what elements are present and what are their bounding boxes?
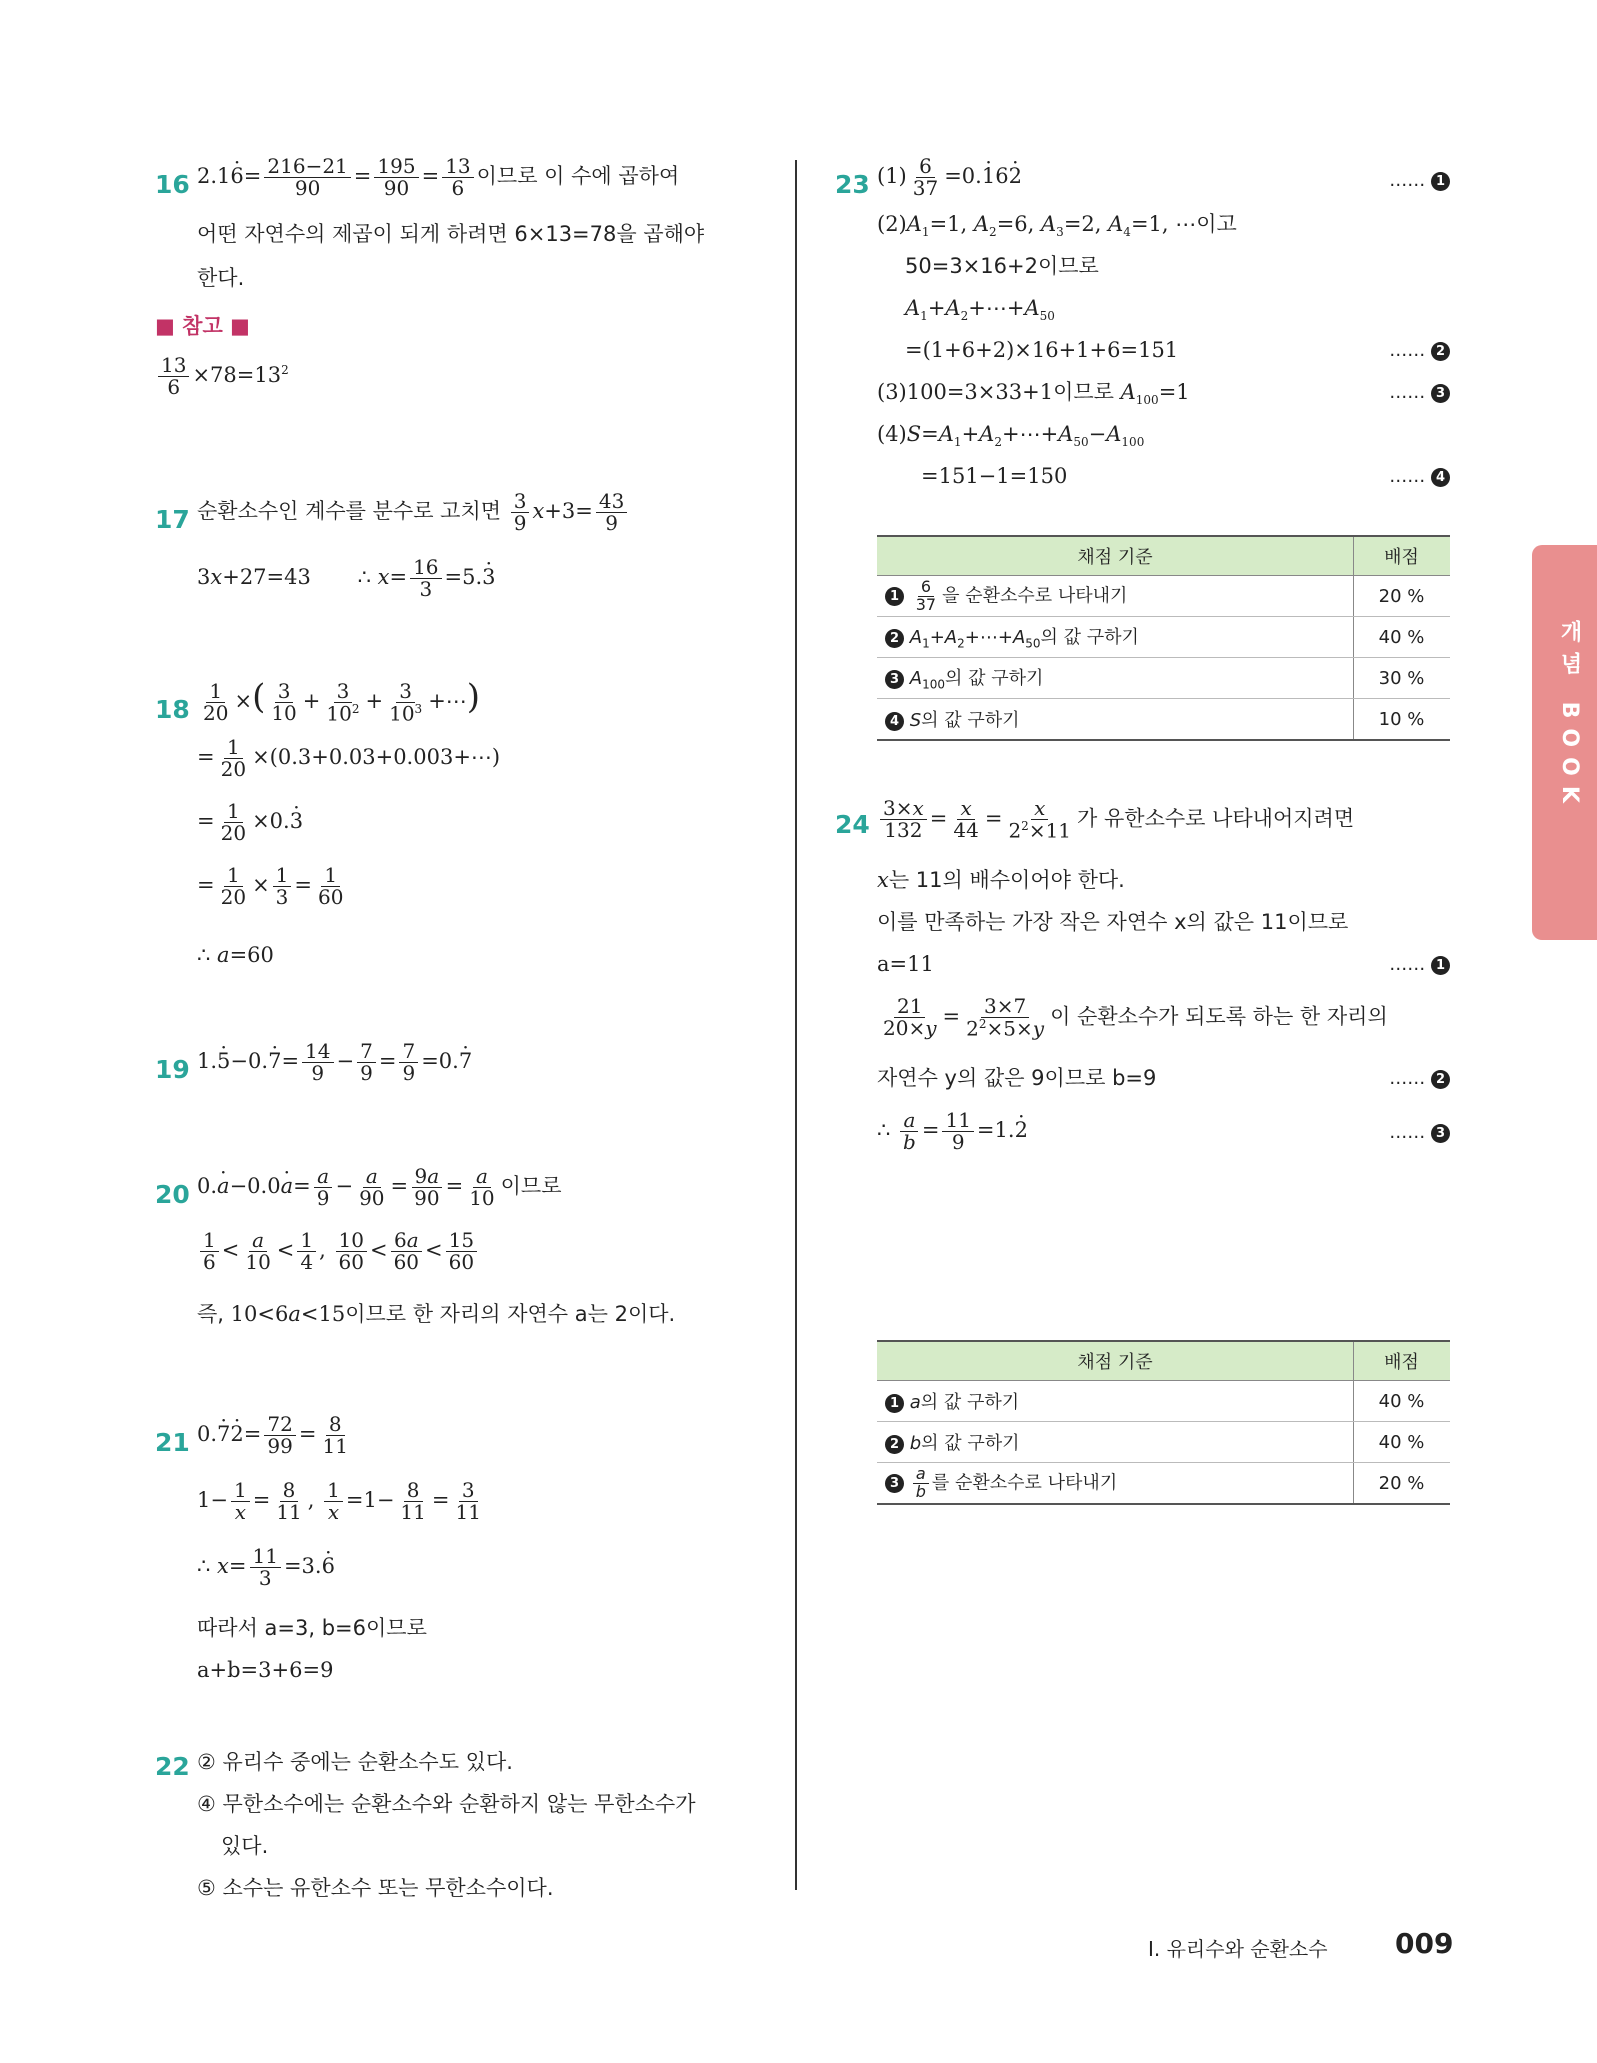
table-row: 2 $A_1+A_2+\cdots+A_{50}$의 값 구하기 40 %	[877, 617, 1450, 658]
equation: 0.7 ·2 ·= $\frac{72}{99}$ = $\frac{8}{11}$	[197, 1414, 354, 1457]
text-line: 자연수 y의 값은 9이므로 b=9	[877, 1066, 1157, 1090]
equation: a+b=3+6=9	[197, 1658, 334, 1682]
equation: $\frac{1}{20}$ ×( $\frac{3}{10}$ + $\frac{3}{10^2}$ + $\frac{3}{10^3}$ +⋯)	[203, 677, 481, 726]
text-line: 어떤 자연수의 제곱이 되게 하려면 6×13=78을 곱해야	[197, 222, 705, 246]
side-tab-label: 개념 BOOK	[1557, 620, 1582, 813]
equation: 0.a ·−0.0a ·= $\frac{a}{9}$ − $\frac{a}{90}$ = $\frac{9a}{90}$ = $\frac{a}{10}$ 이므로	[197, 1166, 562, 1209]
score-mark-1: …… 1	[1389, 954, 1450, 975]
text-line: 이를 만족하는 가장 작은 자연수 x의 값은 11이므로	[877, 910, 1349, 934]
equation: ∴ a=60	[197, 943, 274, 967]
column-divider	[795, 160, 797, 1890]
equation: $\frac{3\times x}{132}$ = $\frac{x}{44}$ = $\frac{x}{2^2\times 11}$ 가 유한소수로 나타내어지려면	[877, 798, 1354, 842]
text-line: 50=3×16+2이므로	[905, 254, 1099, 278]
score-mark-3: …… 3	[1389, 1122, 1450, 1143]
equation: = $\frac{1}{20}$ ×0.3 ·	[197, 801, 303, 844]
equation: 2.16 ·= $\frac{216-21}{90}$ = $\frac{195}{90}$ = $\frac{13}{6}$ 이므로 이 수에 곱하여	[197, 156, 679, 199]
equation: $(4)S=A_1+A_2+\cdots+A_{50}-A_{100}$	[877, 422, 1145, 450]
text-line: ④ 무한소수에는 순환소수와 순환하지 않는 무한소수가	[197, 1792, 696, 1816]
problem-number: 23	[835, 170, 870, 199]
score-mark-2: …… 2	[1389, 340, 1450, 361]
note-equation: $\frac{13}{6}$ $\times 78=13^2$	[155, 355, 289, 398]
scoring-table-24: 채점 기준 배점 1 a의 값 구하기 40 % 2 b의 값 구하기 40 % 3 $\frac{a}{b}$ 를 순환소수로 나타내기 20 %	[877, 1340, 1450, 1505]
equation: $\frac{21}{20\times y}$ = $\frac{3\times 7}{2^2\times 5\times y}$ 이 순환소수가 되도록 하는 한 자리의	[883, 994, 1388, 1041]
problem-number: 19	[155, 1055, 190, 1084]
equation: $\frac{1}{6}$ < $\frac{a}{10}$ < $\frac{1}{4}$ , $\frac{10}{60}$ < $\frac{6a}{60}$ < $\frac{15}{60}$	[197, 1230, 480, 1273]
table-row: 1 $\frac{6}{37}$ 을 순환소수로 나타내기 20 %	[877, 576, 1450, 617]
text-line: ⑤ 소수는 유한소수 또는 무한소수이다.	[197, 1876, 554, 1900]
text-line: x는 11의 배수이어야 한다.	[877, 868, 1125, 892]
problem-number: 17	[155, 505, 190, 534]
table-row: 4 S의 값 구하기 10 %	[877, 699, 1450, 741]
problem-number: 20	[155, 1180, 190, 1209]
problem-number: 18	[155, 695, 190, 724]
table-row: 3 $\frac{a}{b}$ 를 순환소수로 나타내기 20 %	[877, 1463, 1450, 1505]
text-line: ② 유리수 중에는 순환소수도 있다.	[197, 1750, 513, 1774]
table-row: 1 a의 값 구하기 40 %	[877, 1381, 1450, 1422]
table-row: 3 $A_{100}$의 값 구하기 30 %	[877, 658, 1450, 699]
equation: ∴ x= $\frac{11}{3}$ =3.6 ·	[197, 1546, 335, 1589]
equation: $A_1+A_2+\cdots+A_{50}$	[905, 296, 1055, 324]
problem-number: 21	[155, 1428, 190, 1457]
equation: 3x+27=43 ∴ x= $\frac{16}{3}$ =5.3 ·	[197, 557, 496, 600]
note-label: ■ 참고 ■	[155, 314, 250, 338]
equation: =(1+6+2)×16+1+6=151	[905, 338, 1179, 362]
equation: (3)100=3×33+1이므로 $A_{100}=1$	[877, 380, 1190, 408]
score-mark-4: …… 4	[1389, 466, 1450, 487]
footer-chapter-title: Ⅰ. 유리수와 순환소수	[1148, 1937, 1328, 1961]
problem-number: 24	[835, 810, 870, 839]
score-mark-2: …… 2	[1389, 1068, 1450, 1089]
equation: 순환소수인 계수를 분수로 고치면 $\frac{3}{9}$ x+3= $\frac{43}{9}$	[197, 491, 630, 534]
equation: = $\frac{1}{20}$ × $\frac{1}{3}$ = $\frac{1}{60}$	[197, 863, 344, 909]
equation: ∴ $\frac{a}{b}$ = $\frac{11}{9}$ =1.2 ·	[877, 1110, 1028, 1153]
equation: 1.5 ·−0.7 ·= $\frac{14}{9}$ − $\frac{7}{9}$ = $\frac{7}{9}$ =0.7 ·	[197, 1041, 472, 1084]
scoring-table-23: 채점 기준 배점 1 $\frac{6}{37}$ 을 순환소수로 나타내기 20 % 2 $A_1+A_2+\cdots+A_{50}$의 값 구하기 40 % 3 $A_{100}$의 값 구하기 30 % 4 S의 값 구하기 10 %	[877, 535, 1450, 741]
text-line: 있다.	[221, 1834, 269, 1858]
equation: =151−1=150	[921, 464, 1068, 488]
text-line: 따라서 a=3, b=6이므로	[197, 1616, 427, 1640]
equation: = $\frac{1}{20}$ ×(0.3+0.03+0.003+⋯)	[197, 735, 501, 781]
score-mark-1: …… 1	[1389, 170, 1450, 191]
equation: (1) $\frac{6}{37}$ =0.1 ·62 ·	[877, 156, 1022, 199]
page-number: 009	[1395, 1927, 1454, 1960]
problem-number: 16	[155, 170, 190, 199]
text-line: 즉, 10<6a<15이므로 한 자리의 자연수 a는 2이다.	[197, 1302, 676, 1326]
problem-number: 22	[155, 1752, 190, 1781]
equation: $(2)A_1=1$, $A_2=6$, $A_3=2$, $A_4=1$, ⋯이고	[877, 212, 1237, 240]
score-mark-3: …… 3	[1389, 382, 1450, 403]
equation: 1− $\frac{1}{x}$ = $\frac{8}{11}$ , $\frac{1}{x}$ =1− $\frac{8}{11}$ = $\frac{3}{11}$	[197, 1478, 481, 1524]
equation: a=11	[877, 952, 934, 976]
text-line: 한다.	[197, 266, 245, 290]
table-row: 2 b의 값 구하기 40 %	[877, 1422, 1450, 1463]
